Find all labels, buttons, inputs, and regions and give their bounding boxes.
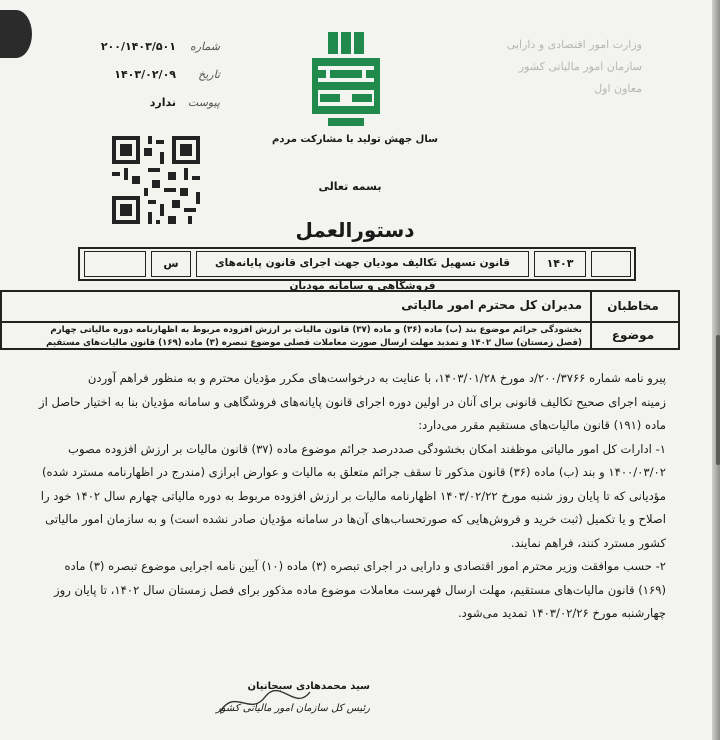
body-line: زمینه اجرای صحیح تکالیف قانونی برای آنان در اولین دوره اجرای قانون پایانه‌های فروشگاهی و سامانه مؤدیان بنا به اختیار حاصل از (38, 394, 666, 409)
scrollbar[interactable] (716, 335, 720, 465)
bismillah: بسمه تعالی (318, 180, 382, 193)
subject-code: س (163, 257, 179, 270)
signer-title: رئیس کل سازمان امور مالیاتی کشور (215, 703, 370, 714)
body-line: اصلاح و یا تکمیل (ثبت خرید و فروش‌هایی که صورتحساب‌های آن‌ها در سامانه مؤدیان صادر نشده است) و به سازمان امور مالیاتی (45, 512, 666, 526)
number-label: شماره (189, 40, 220, 53)
subject-bar-code-cell (151, 251, 191, 277)
signer-name: سید محمدهادی سبحانیان (247, 681, 370, 692)
subject-year: ۱۴۰۳ (546, 257, 574, 270)
body-line: ۱- ادارات کل امور مالیاتی موظفند امکان بخشودگی صددرصد جرائم موضوع ماده (۳۷) قانون مالیات بر ارزش افزوده مصوب (68, 441, 666, 456)
body-line: مؤدیانی که تا پایان روز شنبه مورخ ۱۴۰۳/۰۲/۲۲ اظهارنامه مالیات بر ارزش افزوده مربوط به دوره مالیاتی چهارم سال ۱۴۰۲ خود را (40, 488, 666, 503)
body-line: ماده (۱۹۱) قانون مالیات‌های مستقیم مقرر می‌دارد: (418, 418, 666, 432)
subject-line: (فصل زمستان) سال ۱۴۰۲ و تمدید مهلت ارسال صورت معاملات فصلی موضوع تبصره (۳) ماده (۱۶۹) قانون مالیات‌های مستقیم (46, 337, 582, 348)
subject-bar (78, 247, 636, 292)
attachment-label: پیوست (187, 96, 220, 109)
addressee-value: مدیران کل محترم امور مالیاتی (401, 298, 582, 312)
body-line: ۲- حسب موافقت وزیر محترم امور اقتصادی و دارایی در اجرای تبصره (۳) ماده (۱۰) آیین نامه اجرایی موضوع تبصره (۳) ماده (64, 559, 666, 573)
ministry-line: سازمان امور مالیاتی کشور (518, 60, 642, 73)
ministry-header (502, 34, 642, 100)
tax-organization-logo-icon (308, 32, 384, 128)
addressee-label: مخاطبان (607, 299, 659, 313)
subject-line: بخشودگی جرائم موضوع بند (ب) ماده (۳۶) و ماده (۳۷) قانون مالیات بر ارزش افزوده مربوط به اظهارنامه دوره مالیاتی چهارم (50, 325, 582, 335)
date-value: ۱۴۰۳/۰۲/۰۹ (114, 68, 176, 81)
date-label: تاریخ (198, 68, 220, 81)
letter-meta (100, 40, 220, 124)
subject-bar-year-cell (534, 251, 586, 277)
subject-bar-text: قانون تسهیل تکالیف مودیان جهت اجرای قانون پایانه‌های فروشگاهی و سامانه مودیان (215, 257, 510, 292)
qr-code-icon (108, 132, 204, 228)
body-line: کشور مسترد کنند، فراهم نمایند. (510, 535, 666, 550)
subject-bar-blank-cell (591, 251, 631, 277)
body-line: پیرو نامه شماره ۲۰۰/۳۷۶۶/د مورخ ۱۴۰۳/۰۱/۲۸، با عنایت به درخواست‌های مکرر مؤدیان محترم و به منظور فراهم آوردن (87, 371, 666, 385)
slogan: سال جهش تولید با مشارکت مردم (272, 134, 438, 145)
letter-body (38, 367, 666, 626)
number-value: ۲۰۰/۱۴۰۳/۵۰۱ (100, 40, 176, 53)
signature-block (170, 676, 370, 720)
subject-bar-text-cell (196, 251, 529, 292)
document-title: دستورالعمل (295, 218, 415, 242)
subject-bar-blank-cell (84, 251, 146, 277)
addressee-subject-table (0, 290, 680, 350)
scan-artifact (0, 10, 32, 58)
ministry-line: معاون اول (594, 82, 642, 95)
body-line: ۱۴۰۰/۰۳/۰۲ و بند (ب) ماده (۳۶) قانون مذکور تا سقف جرائم متعلق به مالیات و عوارض ابرازی (مندرج در اظهارنامه مسترد شده) (41, 465, 666, 479)
ministry-line: وزارت امور اقتصادی و دارایی (506, 38, 642, 51)
body-line: (۱۶۹) قانون مالیات‌های مستقیم، مهلت ارسال فهرست معاملات موضوع ماده مذکور برای فصل زمستان سال ۱۴۰۲، تا پایان روز (54, 582, 666, 597)
subject-label: موضوع (611, 328, 655, 342)
body-line: چهارشنبه مورخ ۱۴۰۳/۰۲/۲۶ تمدید می‌شود. (458, 606, 666, 620)
subject-value (2, 324, 582, 349)
attachment-value: ندارد (149, 96, 176, 109)
